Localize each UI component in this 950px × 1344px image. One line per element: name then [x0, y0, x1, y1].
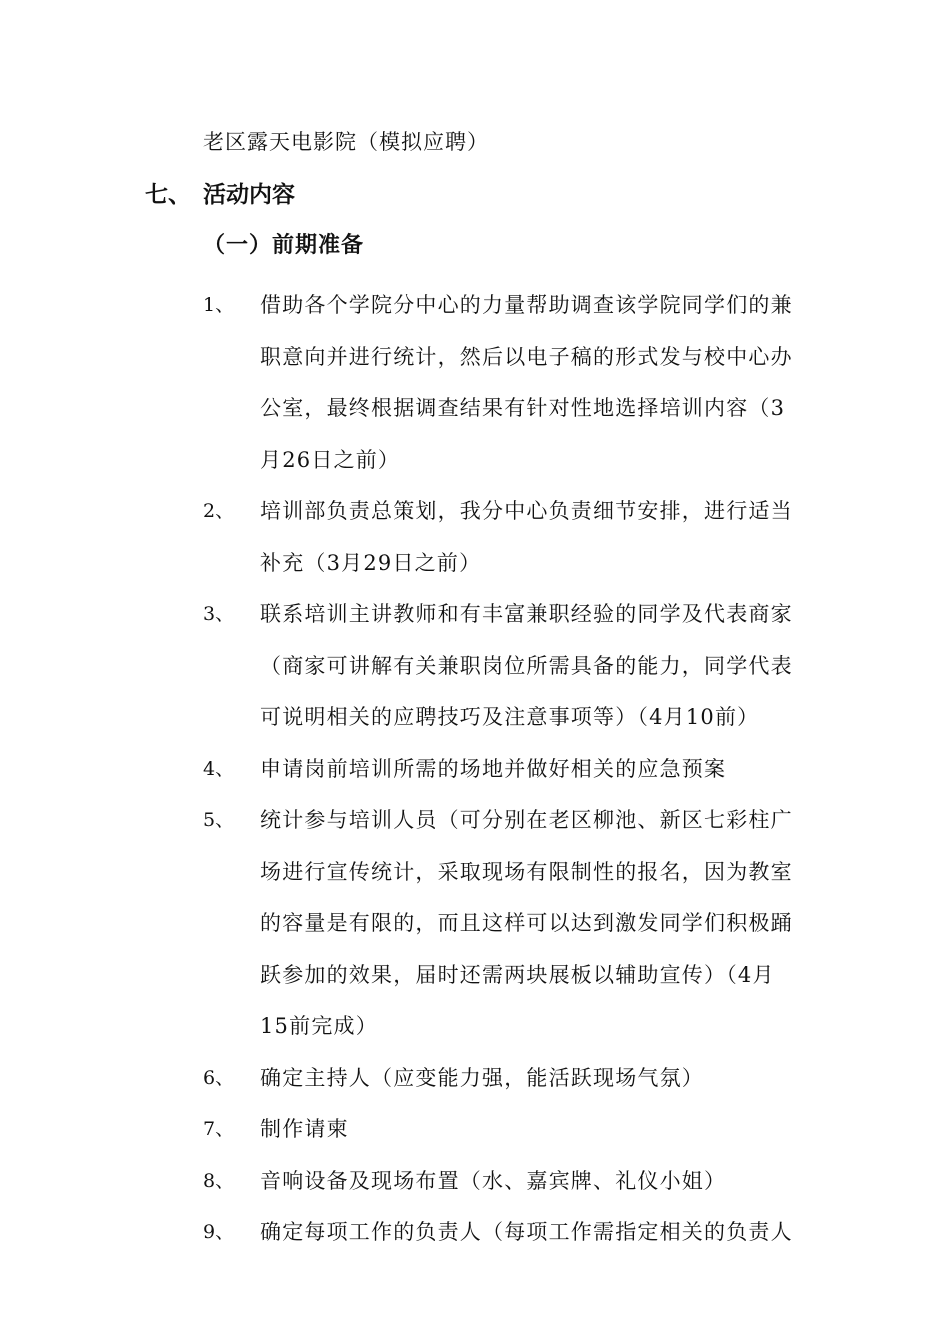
- list-item-text: [260, 1156, 800, 1208]
- text-line: 音响设备及现场布置（水、嘉宾牌、礼仪小姐）: [260, 1168, 727, 1193]
- list-item: [203, 744, 803, 796]
- subsection-heading: （一）前期准备: [203, 232, 365, 258]
- list-item-text: [260, 280, 800, 486]
- intro-line: 老区露天电影院（模拟应聘）: [203, 130, 489, 154]
- text-line: 申请岗前培训所需的场地并做好相关的应急预案: [260, 756, 727, 781]
- list-item: [203, 280, 803, 486]
- list-item: [203, 795, 803, 1053]
- text-line: 的容量是有限的，而且这样可以达到激发同学们积极踊: [260, 911, 793, 935]
- text-line: 确定主持人（应变能力强，能活跃现场气氛）: [260, 1065, 704, 1090]
- list-item-number: 9、: [203, 1221, 235, 1243]
- list-item-text: [260, 795, 800, 1053]
- list-item-number: 5、: [203, 809, 235, 831]
- list-item-text: [260, 744, 800, 796]
- section-number: 七、: [145, 181, 191, 208]
- list-item-text: [260, 1104, 800, 1156]
- text-line: 月26日之前）: [260, 447, 401, 472]
- list-item: [203, 589, 803, 744]
- text-line: 借助各个学院分中心的力量帮助调查该学院同学们的兼: [260, 293, 793, 317]
- list-item-number: 6、: [203, 1066, 235, 1089]
- numbered-list: [203, 280, 803, 1259]
- text-line: 公室，最终根据调查结果有针对性地选择培训内容（3: [260, 396, 786, 420]
- text-line: 统计参与培训人员（可分别在老区柳池、新区七彩柱广: [260, 808, 793, 832]
- list-item-number: 4、: [203, 757, 235, 780]
- list-item: [203, 1053, 803, 1105]
- text-line: （商家可讲解有关兼职岗位所需具备的能力，同学代表: [260, 653, 793, 678]
- list-item-number: 1、: [203, 294, 235, 316]
- list-item-number: 7、: [203, 1118, 235, 1140]
- section-title: 活动内容: [203, 181, 295, 208]
- list-item-text: [260, 1053, 800, 1105]
- list-item-number: 2、: [203, 500, 235, 522]
- text-line: 培训部负责总策划，我分中心负责细节安排，进行适当: [260, 499, 793, 523]
- list-item-text: [260, 1207, 800, 1259]
- text-line: 制作请柬: [260, 1117, 349, 1141]
- list-item: [203, 486, 803, 589]
- list-item-number: 3、: [203, 603, 235, 625]
- text-line: 联系培训主讲教师和有丰富兼职经验的同学及代表商家: [260, 602, 793, 626]
- list-item-number: 8、: [203, 1169, 235, 1192]
- text-line: 15前完成）: [260, 1014, 378, 1038]
- text-line: 职意向并进行统计，然后以电子稿的形式发与校中心办: [260, 344, 793, 369]
- list-item: [203, 1207, 803, 1259]
- list-item: [203, 1104, 803, 1156]
- text-line: 跃参加的效果，届时还需两块展板以辅助宣传）（4月: [260, 962, 775, 987]
- section-heading: [145, 176, 295, 209]
- list-item: [203, 1156, 803, 1208]
- text-line: 场进行宣传统计，采取现场有限制性的报名，因为教室: [260, 859, 793, 884]
- text-line: 确定每项工作的负责人（每项工作需指定相关的负责人: [260, 1220, 793, 1244]
- list-item-text: [260, 589, 800, 744]
- text-line: 可说明相关的应聘技巧及注意事项等）（4月10前）: [260, 705, 760, 729]
- text-line: 补充（3月29日之前）: [260, 550, 482, 575]
- list-item-text: [260, 486, 800, 589]
